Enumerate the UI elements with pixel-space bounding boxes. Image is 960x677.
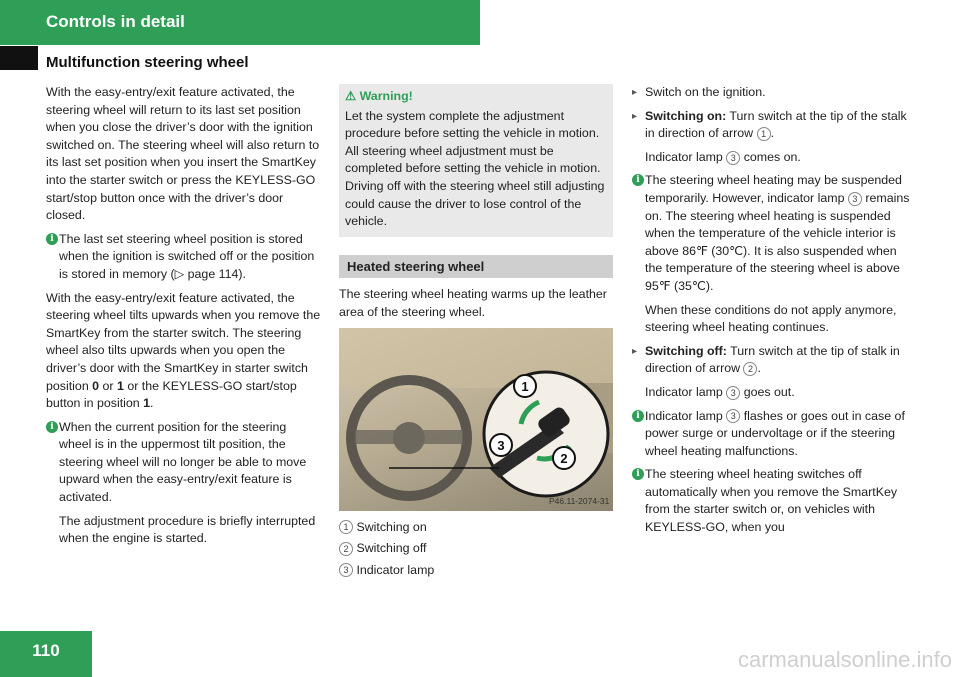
info-note (46, 419, 322, 507)
step-text: Turn switch at the tip of the stalk in direction of arrow (645, 108, 907, 141)
warning-box (339, 84, 613, 237)
legend-label: Switching on (356, 519, 427, 534)
text: or the KEYLESS-GO start/stop button in position (46, 378, 297, 411)
watermark: carmanualsonline.info (737, 647, 952, 672)
warning-title: Warning! (359, 89, 413, 103)
text: goes out. (740, 384, 795, 399)
legend-item (339, 519, 613, 537)
text: . (770, 126, 775, 141)
step-text: Turn switch at the tip of stalk in direction of arrow (645, 343, 900, 376)
info-note (632, 408, 910, 461)
section-heading: Heated steering wheel (339, 255, 613, 279)
note-text: flashes or goes out in case of power surge or undervoltage or if the steering wheel heating malfunctions. (645, 408, 905, 458)
step-result (632, 384, 910, 402)
column-1 (46, 84, 322, 554)
steering-wheel-illustration (339, 328, 613, 511)
note-continuation: When these conditions do not apply anymore, steering wheel heating continues. (645, 302, 897, 335)
arrow-number: 2 (743, 362, 757, 376)
section-marker (0, 46, 38, 70)
step-label: Switching off: (645, 343, 727, 358)
info-icon: i (632, 410, 644, 422)
steering-wheel-figure (339, 328, 613, 511)
step-item (632, 84, 910, 102)
step-result (632, 149, 910, 167)
paragraph (46, 290, 322, 413)
text: . (150, 396, 154, 411)
figure-code: P46.11-2074-31 (549, 495, 610, 506)
info-icon: i (46, 233, 58, 245)
position-0: 0 (92, 378, 100, 393)
position-1: 1 (116, 378, 124, 393)
info-icon: i (632, 174, 644, 186)
chapter-title: Controls in detail (46, 12, 185, 31)
callout-3: 3 (497, 437, 505, 453)
lamp-number: 3 (726, 151, 740, 165)
lamp-number: 3 (848, 192, 862, 206)
info-note (632, 466, 910, 536)
lamp-number: 3 (726, 386, 740, 400)
info-icon: i (46, 421, 58, 433)
paragraph: The steering wheel heating warms up the leather area of the steering wheel. (339, 287, 607, 319)
info-icon: i (632, 468, 644, 480)
info-note (632, 172, 910, 295)
column-3 (632, 84, 910, 543)
text: Indicator lamp (645, 149, 727, 164)
warning-triangle-icon: ⚠ (345, 89, 357, 103)
arrow-number: 1 (757, 127, 771, 141)
step-item (632, 343, 910, 378)
warning-text: Let the system complete the adjustment procedure before setting the vehicle in motion. All steering wheel adjustment must be completed before setting the vehicle in motion. Driving off with the steering wheel still adjusting could cause the driver to lose control of the vehicle. (345, 108, 605, 229)
step-item (632, 108, 910, 143)
note-text: Indicator lamp (645, 408, 727, 423)
legend-number: 2 (339, 542, 353, 556)
text: With the easy-entry/exit feature activated, the steering wheel tilts upwards when you remove the SmartKey from the starter switch. The steering wheel also tilts upwards when you open the driver’s door with the SmartKey in starter switch position (46, 290, 321, 393)
warning-header (345, 88, 607, 106)
section-title: Multifunction steering wheel (46, 54, 249, 71)
note-text: The steering wheel heating may be suspended temporarily. However, indicator lamp (645, 173, 902, 205)
note-continuation: The adjustment procedure is briefly interrupted when the engine is started. (59, 513, 316, 546)
note-text: When the current position for the steering wheel is in the uppermost tilt position, the steering wheel will no longer be able to move upward when the easy-entry/exit feature is activated. (59, 419, 307, 505)
callout-1: 1 (521, 378, 529, 394)
arrow-icon: ▸ (632, 87, 638, 98)
legend-number: 3 (339, 563, 353, 577)
text: or (99, 378, 117, 393)
legend-item (339, 562, 613, 580)
step-label: Switching on: (645, 108, 727, 123)
column-2 (339, 84, 613, 583)
page-number: 110 (32, 641, 60, 660)
position-1: 1 (143, 396, 151, 411)
paragraph: With the easy-entry/exit feature activated, the steering wheel will return to its last set position when you close the driver’s door with the ignition switched on. The steering wheel will also return to its last set position when you insert the SmartKey into the starter switch or press the KEYLESS-GO start/stop button once with the driver’s door closed. (46, 85, 320, 223)
text: Indicator lamp (645, 384, 727, 399)
figure-legend (339, 519, 613, 580)
text: comes on. (740, 149, 801, 164)
legend-number: 1 (339, 520, 353, 534)
step-text: Switch on the ignition. (645, 85, 766, 99)
legend-item (339, 540, 613, 558)
legend-label: Indicator lamp (356, 562, 435, 577)
info-note (46, 231, 322, 284)
note-text: The last set steering wheel position is stored when the ignition is switched off or the position is stored in memory (▷ page 114). (59, 231, 315, 281)
arrow-icon: ▸ (632, 110, 638, 122)
note-text: remains on. The steering wheel heating is suspended when the temperature of the vehicle interior is above 86℉ (30℃). It is also suspended when the temperature of the steering wheel is above 95℉ (35℃). (645, 190, 910, 293)
legend-label: Switching off (356, 541, 427, 556)
lamp-number: 3 (726, 409, 740, 423)
text: . (757, 361, 761, 376)
callout-2: 2 (560, 450, 568, 466)
arrow-icon: ▸ (632, 345, 638, 357)
note-text: The steering wheel heating switches off automatically when you remove the SmartKey from the starter switch or, on vehicles with KEYLESS-GO, when you (645, 467, 898, 535)
